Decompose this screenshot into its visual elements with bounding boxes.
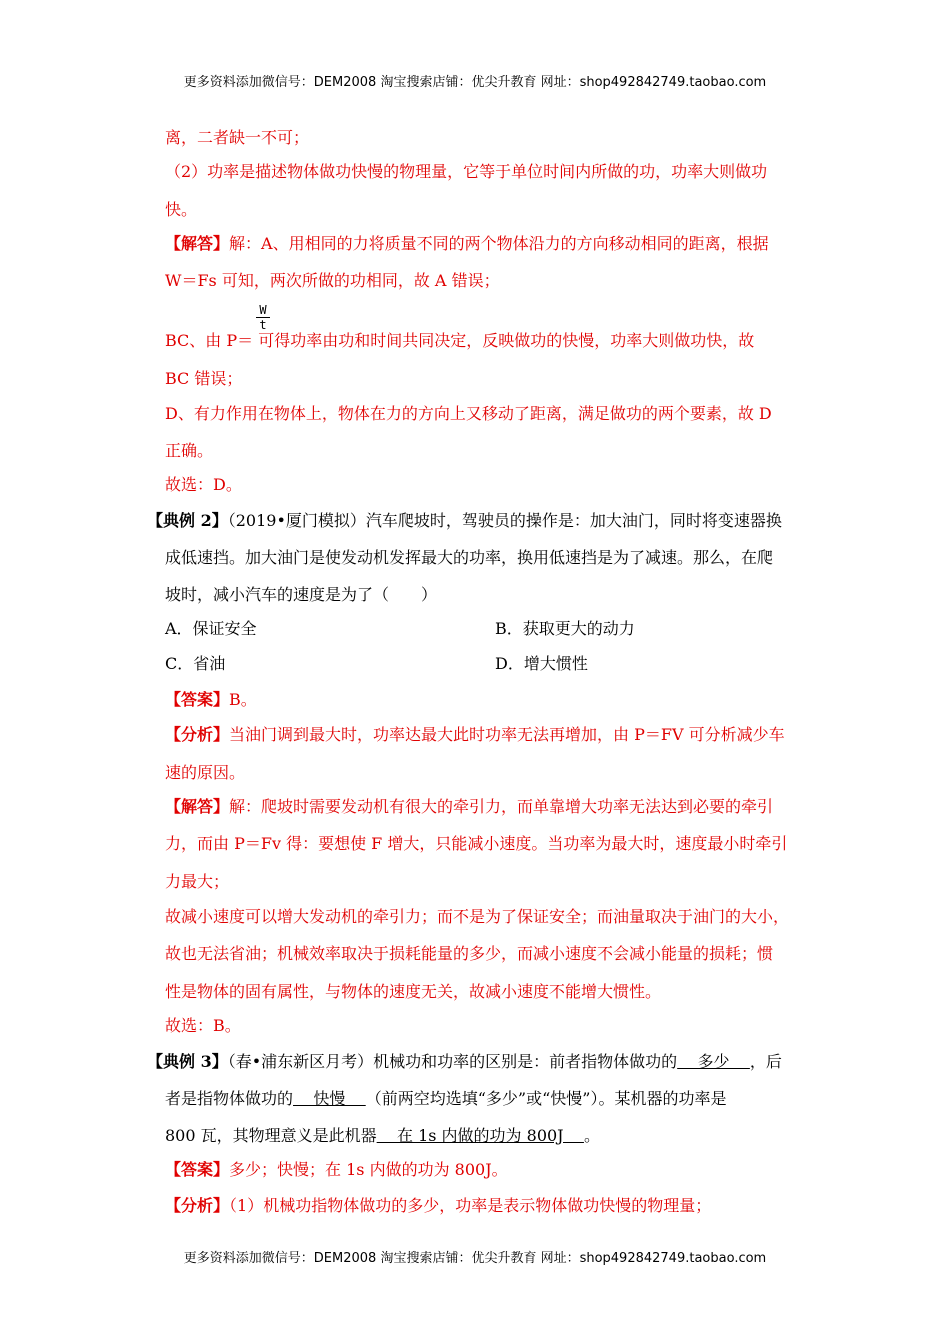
- answer-line: 【答案】B。: [165, 690, 257, 709]
- option-b: B．获取更大的动力: [495, 619, 635, 638]
- choice-line: 故选：D。: [165, 475, 242, 494]
- solution-line: 故减小速度可以增大发动机的牵引力；而不是为了保证安全；而油量取决于油门的大小，: [165, 907, 790, 926]
- answer-tag: 【答案】: [165, 1160, 230, 1179]
- example-2-tag: 【典例 2】: [147, 511, 228, 530]
- option-a: A．保证安全: [165, 619, 257, 638]
- example-3-line: 800 瓦，其物理意义是此机器 在 1s 内做的功为 800J 。: [165, 1126, 600, 1145]
- analysis-line: 离，二者缺一不可；: [165, 128, 310, 147]
- solution-line: BC 错误；: [165, 369, 243, 388]
- solution-line: 力，而由 P＝Fv 得：要想使 F 增大，只能减小速度。当功率为最大时，速度最小时牵引: [165, 834, 788, 853]
- solution-line: 故也无法省油；机械效率取决于损耗能量的多少，而减小速度不会减小能量的损耗；惯: [165, 944, 774, 963]
- analysis-line: （2）功率是描述物体做功快慢的物理量，它等于单位时间内所做的功，功率大则做功: [165, 162, 768, 181]
- fraction-denominator: t: [259, 318, 267, 332]
- analysis-tag: 【分析】: [165, 1196, 230, 1215]
- analysis-line: 快。: [165, 200, 198, 219]
- option-d: D．增大惯性: [495, 654, 588, 673]
- blank-answer-1: 多少: [677, 1052, 750, 1071]
- answer-line: 【答案】多少；快慢；在 1s 内做的功为 800J。: [165, 1160, 508, 1179]
- analysis-line: 【分析】当油门调到最大时，功率达最大此时功率无法再增加，由 P＝FV 可分析减少车: [165, 725, 785, 744]
- example-3-line: 者是指物体做功的 快慢 （前两空均选填“多少”或“快慢”）。某机器的功率是: [165, 1089, 727, 1108]
- page-header: 更多资料添加微信号：DEM2008 淘宝搜索店铺：优尖升教育 网址：shop492842749.taobao.com: [183, 75, 767, 90]
- example-3-line: 【典例 3】（春•浦东新区月考）机械功和功率的区别是：前者指物体做功的 多少 ，后: [147, 1052, 782, 1071]
- answer-tag: 【答案】: [165, 690, 230, 709]
- page-footer: 更多资料添加微信号：DEM2008 淘宝搜索店铺：优尖升教育 网址：shop492842749.taobao.com: [183, 1251, 767, 1266]
- example-3-tag: 【典例 3】: [147, 1052, 228, 1071]
- solution-line: D、有力作用在物体上，物体在力的方向上又移动了距离，满足做功的两个要素，故 D: [165, 404, 772, 423]
- solution-line: 【解答】解：爬坡时需要发动机有很大的牵引力，而单靠增大功率无法达到必要的牵引: [165, 797, 774, 816]
- analysis-tag: 【分析】: [165, 725, 230, 744]
- blank-answer-2: 快慢: [293, 1089, 366, 1108]
- option-c: C．省油: [165, 654, 226, 673]
- example-2-line: 【典例 2】（2019•厦门模拟）汽车爬坡时，驾驶员的操作是：加大油门，同时将变速器换: [147, 511, 782, 530]
- example-2-line: 坡时，减小汽车的速度是为了（ ）: [165, 585, 438, 604]
- solution-line: 力最大；: [165, 872, 230, 891]
- example-2-line: 成低速挡。加大油门是使发动机发挥最大的功率，换用低速挡是为了减速。那么，在爬: [165, 548, 774, 567]
- solution-line: W＝Fs 可知，两次所做的功相同，故 A 错误；: [165, 271, 500, 290]
- solution-line: BC、由 P＝ 可得功率由功和时间共同决定，反映做功的快慢，功率大则做功快，故: [165, 331, 755, 350]
- solution-tag: 【解答】: [165, 797, 230, 816]
- blank-answer-3: 在 1s 内做的功为 800J: [376, 1126, 584, 1145]
- solution-tag: 【解答】: [165, 234, 230, 253]
- solution-line: 正确。: [165, 441, 214, 460]
- fraction-w-over-t: [256, 303, 270, 332]
- analysis-line: 【分析】（1）机械功指物体做功的多少，功率是表示物体做功快慢的物理量；: [165, 1196, 712, 1215]
- analysis-line: 速的原因。: [165, 763, 246, 782]
- solution-line: 性是物体的固有属性，与物体的速度无关，故减小速度不能增大惯性。: [165, 982, 662, 1001]
- choice-line: 故选：B。: [165, 1016, 241, 1035]
- fraction-numerator: W: [256, 303, 270, 318]
- solution-line: 【解答】解：A、用相同的力将质量不同的两个物体沿力的方向移动相同的距离，根据: [165, 234, 769, 253]
